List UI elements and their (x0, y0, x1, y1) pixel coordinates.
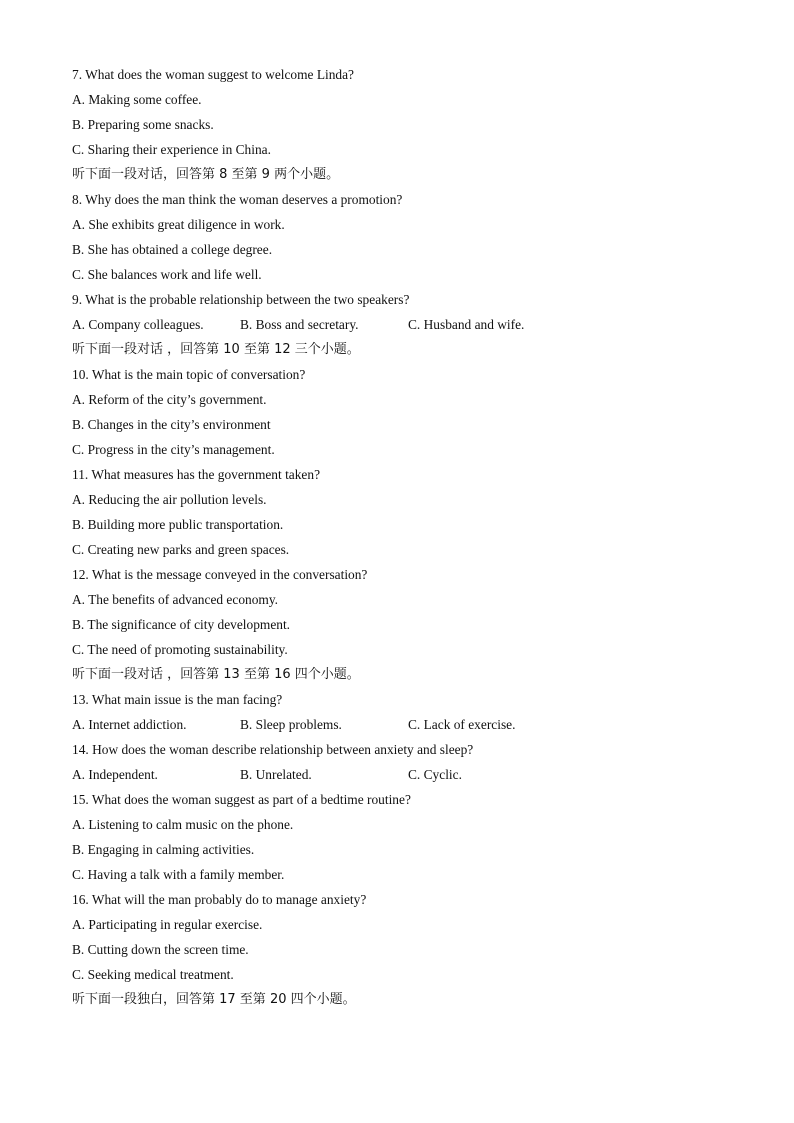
question-15-option-b: B. Engaging in calming activities. (72, 842, 255, 857)
question-10-option-b: B. Changes in the city’s environment (72, 417, 271, 432)
question-10-stem: 10. What is the main topic of conversation? (72, 367, 306, 382)
question-9-stem: 9. What is the probable relationship between the two speakers? (72, 292, 410, 307)
question-16-option-c: C. Seeking medical treatment. (72, 967, 234, 982)
question-16-stem: 16. What will the man probably do to manage anxiety? (72, 892, 367, 907)
question-15-option-a: A. Listening to calm music on the phone. (72, 817, 294, 832)
question-14-option-a: A. Independent. (72, 767, 158, 782)
question-12-option-a: A. The benefits of advanced economy. (72, 592, 278, 607)
section-header-17-20: 听下面一段独白，回答第 17 至第 20 四个小题。 (72, 992, 356, 1007)
exam-page (72, 62, 752, 1012)
question-8-option-c: C. She balances work and life well. (72, 267, 262, 282)
question-13-stem: 13. What main issue is the man facing? (72, 692, 283, 707)
question-11-stem: 11. What measures has the government taken? (72, 467, 321, 482)
question-11-option-a: A. Reducing the air pollution levels. (72, 492, 267, 507)
question-14-stem: 14. How does the woman describe relationship between anxiety and sleep? (72, 742, 474, 757)
section-header-13-16: 听下面一段对话 ，回答第 13 至第 16 四个小题。 (72, 667, 360, 682)
question-7-stem: 7. What does the woman suggest to welcome Linda? (72, 67, 355, 82)
question-9-option-b: B. Boss and secretary. (240, 317, 359, 332)
question-9-options (72, 312, 752, 337)
question-10-option-a: A. Reform of the city’s government. (72, 392, 267, 407)
question-16-option-a: A. Participating in regular exercise. (72, 917, 263, 932)
question-16-option-b: B. Cutting down the screen time. (72, 942, 249, 957)
question-12-stem: 12. What is the message conveyed in the conversation? (72, 567, 368, 582)
question-7-option-b: B. Preparing some snacks. (72, 117, 214, 132)
section-header-8-9: 听下面一段对话，回答第 8 至第 9 两个小题。 (72, 167, 340, 182)
question-8-option-a: A. She exhibits great diligence in work. (72, 217, 285, 232)
question-13-options (72, 712, 752, 737)
question-12-option-c: C. The need of promoting sustainability. (72, 642, 288, 657)
question-8-option-b: B. She has obtained a college degree. (72, 242, 273, 257)
question-15-stem: 15. What does the woman suggest as part of a bedtime routine? (72, 792, 411, 807)
question-9-option-a: A. Company colleagues. (72, 317, 204, 332)
question-13-option-c: C. Lack of exercise. (408, 717, 516, 732)
question-15-option-c: C. Having a talk with a family member. (72, 867, 285, 882)
question-9-option-c: C. Husband and wife. (408, 317, 525, 332)
question-7-option-a: A. Making some coffee. (72, 92, 202, 107)
question-11-option-c: C. Creating new parks and green spaces. (72, 542, 290, 557)
section-header-10-12: 听下面一段对话 ，回答第 10 至第 12 三个小题。 (72, 342, 360, 357)
question-10-option-c: C. Progress in the city’s management. (72, 442, 275, 457)
question-8-stem: 8. Why does the man think the woman deserves a promotion? (72, 192, 403, 207)
question-14-options (72, 762, 752, 787)
question-7-option-c: C. Sharing their experience in China. (72, 142, 271, 157)
question-14-option-c: C. Cyclic. (408, 767, 462, 782)
question-13-option-a: A. Internet addiction. (72, 717, 187, 732)
question-11-option-b: B. Building more public transportation. (72, 517, 284, 532)
question-13-option-b: B. Sleep problems. (240, 717, 342, 732)
question-14-option-b: B. Unrelated. (240, 767, 312, 782)
question-12-option-b: B. The significance of city development. (72, 617, 291, 632)
